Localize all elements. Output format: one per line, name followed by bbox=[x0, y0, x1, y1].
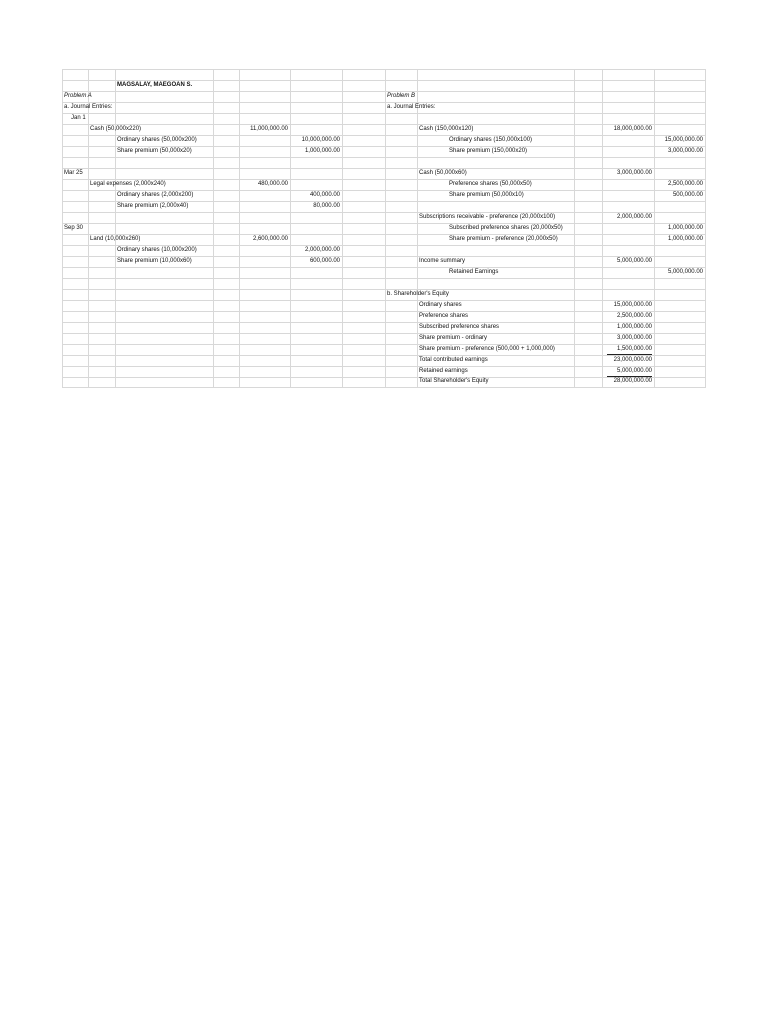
grid-line bbox=[62, 267, 706, 268]
problem-a-title: Problem A bbox=[64, 93, 92, 99]
credit-account: Ordinary shares (50,000x200) bbox=[117, 137, 197, 143]
equity-label: Ordinary shares bbox=[419, 302, 462, 308]
debit-account: Cash (150,000x120) bbox=[419, 126, 474, 132]
grid-line bbox=[705, 69, 706, 388]
credit-account: Share premium (50,000x10) bbox=[449, 192, 524, 198]
debit-amount: 18,000,000.00 bbox=[613, 126, 652, 132]
debit-account: Legal expenses (2,000x240) bbox=[90, 181, 166, 187]
grid-line bbox=[62, 387, 706, 388]
grid-line bbox=[62, 289, 706, 290]
debit-amount: 2,000,000.00 bbox=[616, 214, 652, 220]
student-name: MAGSALAY, MAEGOAN S. bbox=[117, 82, 193, 88]
debit-account: Subscriptions receivable - preference (20,000x100) bbox=[419, 214, 556, 220]
spreadsheet bbox=[62, 69, 706, 388]
credit-amount: 1,000,000.00 bbox=[667, 225, 703, 231]
grid-line bbox=[417, 69, 418, 388]
debit-amount: 2,600,000.00 bbox=[252, 236, 288, 242]
grid-line bbox=[62, 91, 706, 92]
entry-date: Sep 30 bbox=[64, 225, 84, 231]
equity-amount: 5,000,000.00 bbox=[616, 368, 652, 374]
credit-account: Preference shares (50,000x50) bbox=[449, 181, 532, 187]
equity-label: Total Shareholder's Equity bbox=[419, 378, 489, 384]
grid-line bbox=[88, 69, 89, 388]
grid-line bbox=[342, 69, 343, 388]
credit-amount: 600,000.00 bbox=[309, 258, 340, 264]
debit-account: Land (10,000x260) bbox=[90, 236, 141, 242]
debit-amount: 5,000,000.00 bbox=[616, 258, 652, 264]
credit-amount: 80,000.00 bbox=[313, 203, 340, 209]
debit-amount: 3,000,000.00 bbox=[616, 170, 652, 176]
grid-line bbox=[239, 69, 240, 388]
grid-line bbox=[62, 113, 706, 114]
credit-amount: 1,000,000.00 bbox=[304, 148, 340, 154]
equity-amount: 28,000,000.00 bbox=[613, 378, 652, 384]
grid-line bbox=[62, 223, 706, 224]
debit-account: Cash (50,000x220) bbox=[90, 126, 142, 132]
debit-account: Income summary bbox=[419, 258, 466, 264]
entry-date: Mar 25 bbox=[64, 170, 83, 176]
equity-label: Total contributed earnings bbox=[419, 357, 488, 363]
credit-account: Share premium (150,000x20) bbox=[449, 148, 528, 154]
credit-account: Share premium - preference (20,000x50) bbox=[449, 236, 558, 242]
equity-amount: 23,000,000.00 bbox=[613, 357, 652, 363]
credit-account: Ordinary shares (150,000x100) bbox=[449, 137, 533, 143]
credit-account: Share premium (2,000x40) bbox=[117, 203, 189, 209]
credit-amount: 3,000,000.00 bbox=[667, 148, 703, 154]
credit-account: Ordinary shares (10,000x200) bbox=[117, 247, 197, 253]
equity-amount: 1,500,000.00 bbox=[616, 346, 652, 352]
credit-amount: 15,000,000.00 bbox=[664, 137, 703, 143]
grid-line bbox=[62, 157, 706, 158]
credit-amount: 2,000,000.00 bbox=[304, 247, 340, 253]
entry-date: Jan 1 bbox=[71, 115, 86, 121]
equity-amount: 2,500,000.00 bbox=[616, 313, 652, 319]
equity-amount: 3,000,000.00 bbox=[616, 335, 652, 341]
credit-amount: 400,000.00 bbox=[309, 192, 340, 198]
problem-b-title: Problem B bbox=[387, 93, 416, 99]
equity-title: b. Shareholder's Equity bbox=[387, 291, 449, 297]
grid-line bbox=[62, 69, 706, 70]
equity-label: Share premium - preference (500,000 + 1,000,000) bbox=[419, 346, 555, 352]
equity-label: Share premium - ordinary bbox=[419, 335, 488, 341]
credit-amount: 2,500,000.00 bbox=[667, 181, 703, 187]
grid-line bbox=[62, 102, 706, 103]
grid-line bbox=[115, 69, 116, 388]
problem-b-subtitle: a. Journal Entries: bbox=[387, 104, 436, 110]
debit-amount: 480,000.00 bbox=[257, 181, 288, 187]
grid-line bbox=[574, 69, 575, 388]
problem-a-subtitle: a. Journal Entries: bbox=[64, 104, 113, 110]
grid-line bbox=[62, 69, 63, 388]
equity-label: Preference shares bbox=[419, 313, 469, 319]
credit-account: Share premium (50,000x20) bbox=[117, 148, 192, 154]
grid-line bbox=[62, 234, 706, 235]
debit-amount: 11,000,000.00 bbox=[250, 126, 288, 132]
equity-label: Retained earnings bbox=[419, 368, 468, 374]
equity-amount: 1,000,000.00 bbox=[616, 324, 652, 330]
credit-account: Retained Earnings bbox=[449, 269, 499, 275]
credit-amount: 5,000,000.00 bbox=[667, 269, 703, 275]
credit-amount: 1,000,000.00 bbox=[667, 236, 703, 242]
grid-line bbox=[213, 69, 214, 388]
credit-account: Subscribed preference shares (20,000x50) bbox=[449, 225, 563, 231]
equity-label: Subscribed preference shares bbox=[419, 324, 500, 330]
credit-amount: 500,000.00 bbox=[672, 192, 703, 198]
grid-line bbox=[62, 278, 706, 279]
debit-account: Cash (50,000x60) bbox=[419, 170, 467, 176]
credit-account: Ordinary shares (2,000x200) bbox=[117, 192, 194, 198]
grid-line bbox=[290, 69, 291, 388]
equity-amount: 15,000,000.00 bbox=[613, 302, 652, 308]
credit-amount: 10,000,000.00 bbox=[301, 137, 340, 143]
credit-account: Share premium (10,000x60) bbox=[117, 258, 192, 264]
grid-line bbox=[385, 69, 386, 388]
